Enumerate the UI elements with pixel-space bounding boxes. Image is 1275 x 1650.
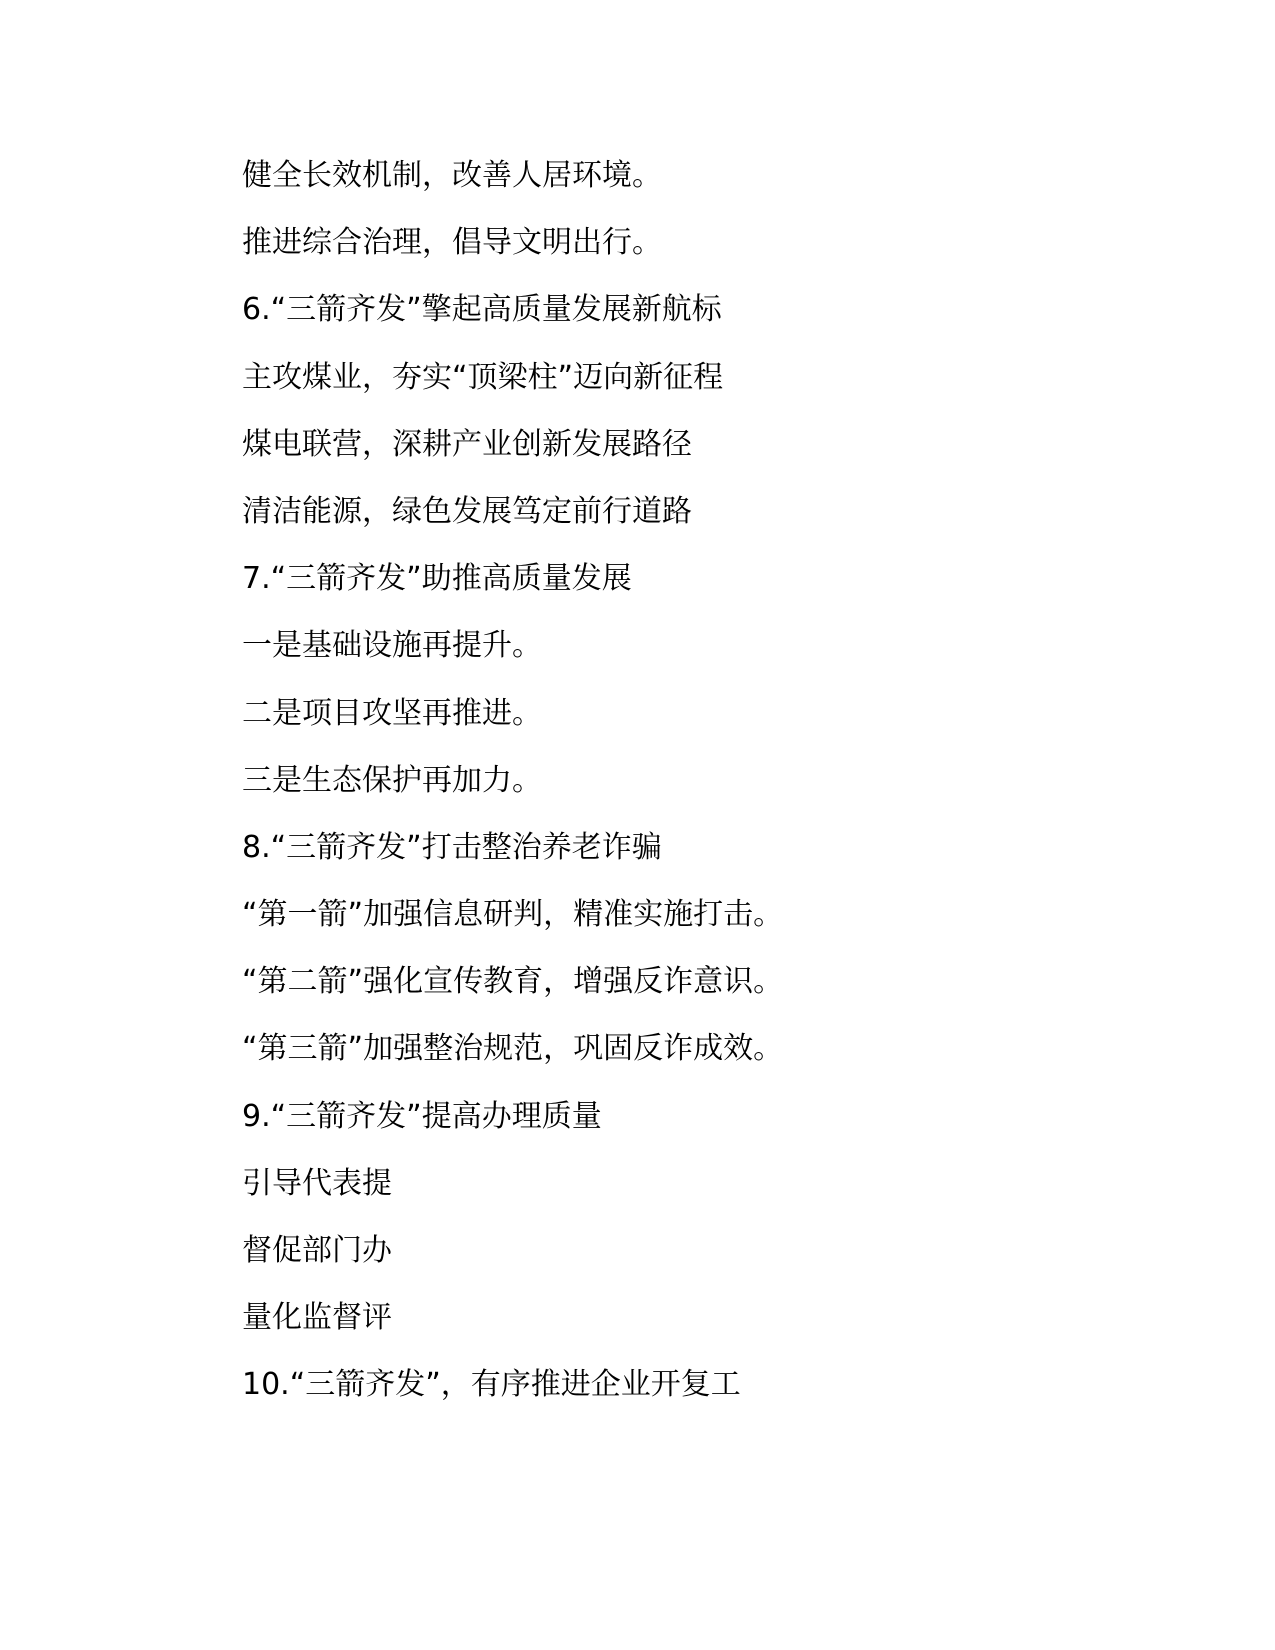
section-heading: 10.“三箭齐发”，有序推进企业开复工 — [242, 1367, 741, 1403]
body-line: 推进综合治理，倡导文明出行。 — [242, 225, 662, 261]
body-line: 督促部门办 — [242, 1233, 392, 1268]
body-line: 量化监督评 — [242, 1300, 392, 1336]
document-body — [242, 150, 1142, 1427]
body-line: 二是项目攻坚再推进。 — [242, 695, 542, 731]
section-heading: 8.“三箭齐发”打击整治养老诈骗 — [242, 829, 662, 865]
section-heading: 9.“三箭齐发”提高办理质量 — [242, 1098, 602, 1134]
section-heading: 6.“三箭齐发”擎起高质量发展新航标 — [242, 292, 722, 328]
body-line: 一是基础设施再提升。 — [242, 628, 542, 664]
body-line: “第一箭”加强信息研判，精准实施打击。 — [242, 897, 784, 933]
body-line: 引导代表提 — [242, 1165, 392, 1201]
body-line: “第三箭”加强整治规范，巩固反诈成效。 — [242, 1031, 784, 1067]
section-heading: 7.“三箭齐发”助推高质量发展 — [242, 561, 632, 597]
body-line: 健全长效机制，改善人居环境。 — [242, 158, 662, 193]
body-line: 清洁能源，绿色发展笃定前行道路 — [242, 493, 692, 529]
body-line: 煤电联营，深耕产业创新发展路径 — [242, 426, 692, 462]
body-line: 主攻煤业，夯实“顶梁柱”迈向新征程 — [242, 359, 724, 395]
body-line: 三是生态保护再加力。 — [242, 762, 542, 798]
body-line: “第二箭”强化宣传教育，增强反诈意识。 — [242, 964, 784, 1000]
